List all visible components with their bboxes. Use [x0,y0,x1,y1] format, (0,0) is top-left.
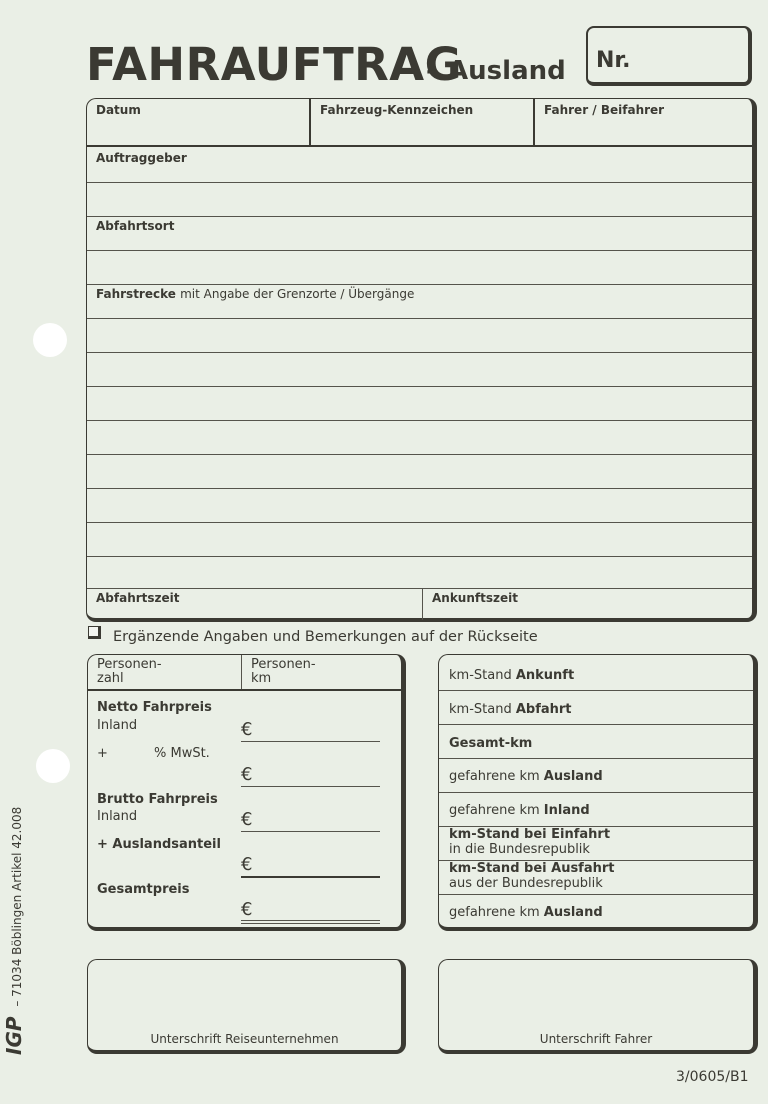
fahrstrecke-label: Fahrstrecke mit Angabe der Grenzorte / Übergänge [96,287,415,301]
km-abfahrt-label: km-Stand Abfahrt [449,702,572,717]
remarks-checkbox[interactable] [88,626,101,639]
km-einfahrt-label: km-Stand bei Einfahrt in die Bundesrepublik [449,827,611,857]
auftraggeber-label: Auftraggeber [96,151,187,165]
write-line[interactable] [87,556,752,557]
mwst-field[interactable] [241,786,380,787]
km-inland-label: gefahrene km Inland [449,803,590,818]
personenzahl-label: Personen- zahl [97,657,162,686]
divider [439,690,753,691]
publisher-imprint [2,755,26,1055]
euro-symbol: € [241,809,253,830]
divider [87,145,752,147]
form-title: FAHRAUFTRAG [86,38,463,91]
write-line[interactable] [87,588,752,589]
euro-symbol: € [241,854,253,875]
km-box [438,654,758,931]
imprint-text: – 71034 Böblingen Artikel 42.008 [10,806,24,1007]
gesamtpreis-label: Gesamtpreis [97,882,190,897]
igp-logo: IGP [2,1016,26,1055]
km-ausland-label: gefahrene km Ausland [449,769,603,784]
brutto-sub-label: Inland [97,809,138,824]
nr-field[interactable] [586,26,752,86]
divider [422,588,423,620]
write-line[interactable] [87,386,752,387]
punch-hole [33,323,67,357]
form-code: 3/0605/B1 [676,1069,749,1085]
personenkm-label: Personen- km [251,657,316,686]
signature-company-box[interactable] [87,959,406,1054]
netto-label: Netto Fahrpreis [97,700,212,715]
kennzeichen-label: Fahrzeug-Kennzeichen [320,103,474,117]
write-line[interactable] [87,216,752,217]
divider [309,99,311,146]
netto-sub-label: Inland [97,718,138,733]
euro-symbol: € [241,719,253,740]
auslandsanteil-label: + Auslandsanteil [97,837,221,852]
ankunftszeit-label: Ankunftszeit [432,591,518,605]
fahrer-label: Fahrer / Beifahrer [544,103,665,117]
divider [88,689,401,691]
mwst-label: % MwSt. [154,746,210,761]
abfahrtsort-label: Abfahrtsort [96,219,175,233]
euro-symbol: € [241,899,253,920]
divider [439,758,753,759]
form-subtitle: – Ausland [426,56,566,86]
write-line[interactable] [87,250,752,251]
auslandsanteil-field[interactable] [241,876,380,878]
write-line[interactable] [87,352,752,353]
brutto-field[interactable] [241,831,380,832]
signature-company-label: Unterschrift Reiseunternehmen [150,1032,339,1046]
nr-label: Nr. [596,48,631,73]
divider [439,724,753,725]
write-line[interactable] [87,488,752,489]
divider [533,99,535,146]
mwst-plus: + [97,746,108,761]
signature-driver-label: Unterschrift Fahrer [539,1032,653,1046]
remarks-label: Ergänzende Angaben und Bemerkungen auf der Rückseite [113,629,538,645]
double-underline [241,923,380,924]
km-ankunft-label: km-Stand Ankunft [449,668,575,683]
euro-symbol: € [241,764,253,785]
fahrstrecke-hint: mit Angabe der Grenzorte / Übergänge [180,287,415,301]
write-line[interactable] [87,420,752,421]
write-line[interactable] [87,318,752,319]
main-form-box [86,98,757,622]
divider [439,894,753,895]
write-line[interactable] [87,522,752,523]
divider [439,792,753,793]
datum-label: Datum [96,103,141,117]
abfahrtszeit-label: Abfahrtszeit [96,591,180,605]
km-ausland-total-label: gefahrene km Ausland [449,905,603,920]
gesamt-km-label: Gesamt-km [449,736,533,751]
brutto-label: Brutto Fahrpreis [97,792,218,807]
write-line[interactable] [87,284,752,285]
gesamtpreis-field[interactable] [241,920,380,921]
netto-field[interactable] [241,741,380,742]
punch-hole [36,749,70,783]
km-ausfahrt-label: km-Stand bei Ausfahrt aus der Bundesrepublik [449,861,615,891]
write-line[interactable] [87,454,752,455]
write-line[interactable] [87,182,752,183]
signature-driver-box[interactable] [438,959,758,1054]
price-box [87,654,406,931]
divider [241,655,242,690]
